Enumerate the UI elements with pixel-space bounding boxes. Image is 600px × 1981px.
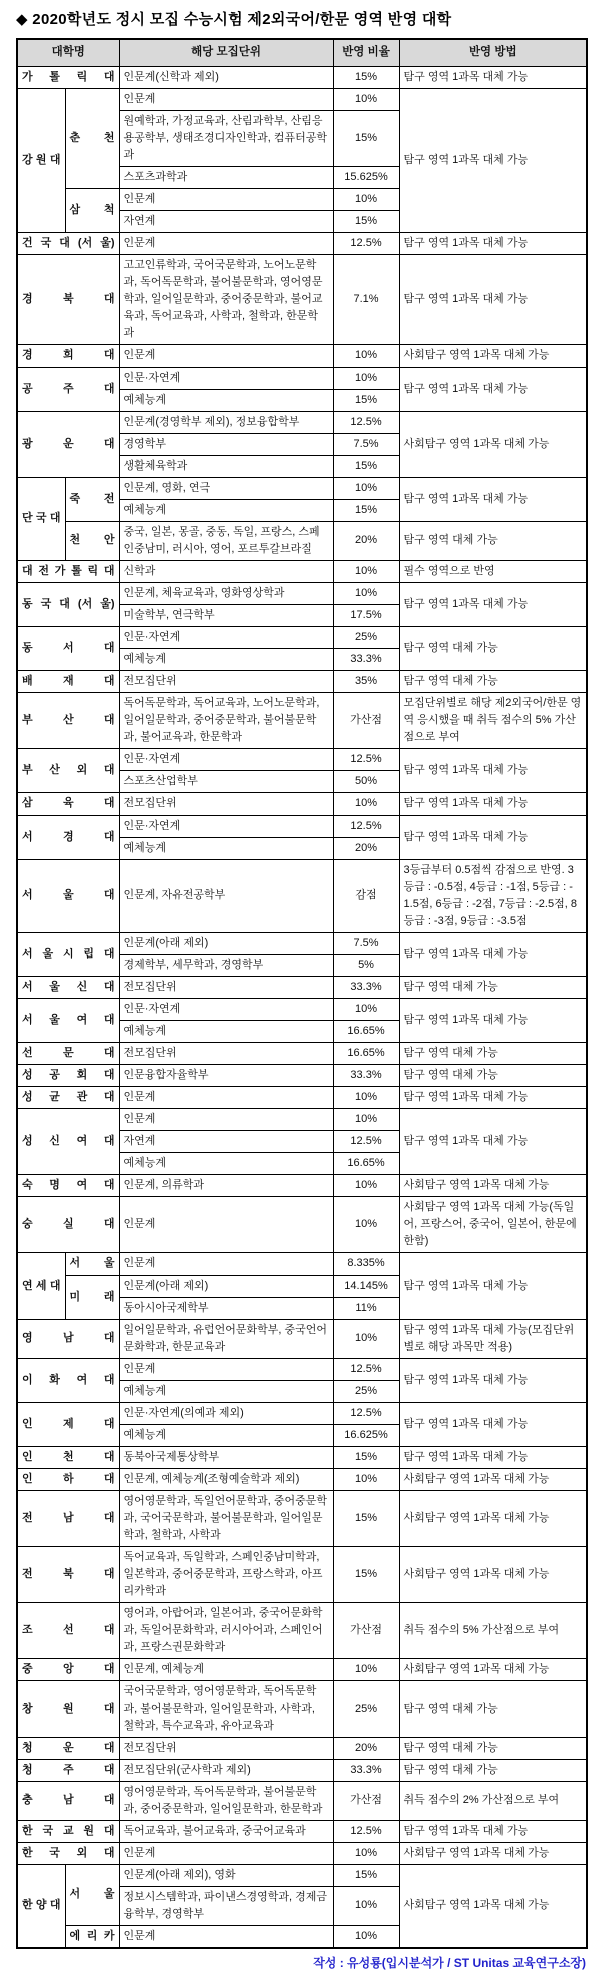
university-name-cell: 부 산 외 대 xyxy=(17,749,119,793)
recruitment-unit-cell: 인문계 xyxy=(119,1926,333,1949)
ratio-cell: 가산점 xyxy=(333,693,399,749)
recruitment-unit-cell: 인문계 xyxy=(119,1358,333,1380)
recruitment-unit-cell: 인문계, 영화, 연극 xyxy=(119,477,333,499)
method-cell: 사회탐구 영역 1과목 대체 가능 xyxy=(399,1659,587,1681)
ratio-cell: 10% xyxy=(333,1886,399,1925)
university-name-cell: 동 서 대 xyxy=(17,627,119,671)
table-row xyxy=(17,1781,587,1820)
table-row xyxy=(17,976,587,998)
recruitment-unit-cell: 인문계(경영학부 제외), 정보융합학부 xyxy=(119,411,333,433)
university-name-cell: 이 화 여 대 xyxy=(17,1358,119,1402)
table-row xyxy=(17,477,587,499)
method-cell: 사회탐구 영역 1과목 대체 가능 xyxy=(399,1175,587,1197)
recruitment-unit-cell: 인문계 xyxy=(119,345,333,367)
table-row xyxy=(17,345,587,367)
recruitment-unit-cell: 인문계 xyxy=(119,1087,333,1109)
ratio-cell: 15% xyxy=(333,1446,399,1468)
campus-cell: 에 리 카 xyxy=(65,1926,119,1949)
column-header: 해당 모집단위 xyxy=(119,39,333,66)
table-row xyxy=(17,1087,587,1109)
recruitment-unit-cell: 인문·자연계 xyxy=(119,815,333,837)
table-row xyxy=(17,998,587,1020)
ratio-cell: 10% xyxy=(333,1468,399,1490)
ratio-cell: 10% xyxy=(333,1659,399,1681)
university-name-cell: 부 산 대 xyxy=(17,693,119,749)
university-name-cell: 중 앙 대 xyxy=(17,1659,119,1681)
table-row xyxy=(17,1681,587,1737)
ratio-cell: 12.5% xyxy=(333,1131,399,1153)
ratio-cell: 7.5% xyxy=(333,433,399,455)
recruitment-unit-cell: 인문·자연계 xyxy=(119,749,333,771)
method-cell: 사회탐구 영역 1과목 대체 가능 xyxy=(399,345,587,367)
table-row xyxy=(17,1547,587,1603)
recruitment-unit-cell: 자연계 xyxy=(119,1131,333,1153)
method-cell: 탐구 영역 1과목 대체 가능 xyxy=(399,1087,587,1109)
method-cell: 모집단위별로 해당 제2외국어/한문 영역 응시했을 때 취득 점수의 5% 가산점으로 부여 xyxy=(399,693,587,749)
recruitment-unit-cell: 전모집단위(군사학과 제외) xyxy=(119,1759,333,1781)
table-row xyxy=(17,233,587,255)
table-row xyxy=(17,815,587,837)
university-name-cell: 서 울 여 대 xyxy=(17,998,119,1042)
ratio-cell: 25% xyxy=(333,1380,399,1402)
recruitment-unit-cell: 인문계, 의류학과 xyxy=(119,1175,333,1197)
ratio-cell: 16.625% xyxy=(333,1424,399,1446)
recruitment-unit-cell: 인문계 xyxy=(119,88,333,110)
university-name-cell: 강 원 대 xyxy=(17,88,65,232)
university-name-cell: 성 신 여 대 xyxy=(17,1109,119,1175)
ratio-cell: 10% xyxy=(333,367,399,389)
ratio-cell: 33.3% xyxy=(333,976,399,998)
recruitment-unit-cell: 인문계, 예체능계(조형예술학과 제외) xyxy=(119,1468,333,1490)
ratio-cell: 10% xyxy=(333,189,399,211)
ratio-cell: 33.3% xyxy=(333,1759,399,1781)
recruitment-unit-cell: 인문계(신학과 제외) xyxy=(119,66,333,88)
ratio-cell: 10% xyxy=(333,1926,399,1949)
table-row xyxy=(17,367,587,389)
table-row xyxy=(17,749,587,771)
table-row xyxy=(17,1759,587,1781)
recruitment-unit-cell: 영어과, 아랍어과, 일본어과, 중국어문화학과, 독일어문화학과, 러시아어과, 스페인어과, 프랑스권문화학과 xyxy=(119,1603,333,1659)
recruitment-unit-cell: 동아시아국제학부 xyxy=(119,1297,333,1319)
university-name-cell: 서 울 시 립 대 xyxy=(17,932,119,976)
method-cell: 취득 점수의 2% 가산점으로 부여 xyxy=(399,1781,587,1820)
recruitment-unit-cell: 인문계, 자유전공학부 xyxy=(119,859,333,932)
method-cell: 탐구 영역 1과목 대체 가능 xyxy=(399,1109,587,1175)
university-name-cell: 한 양 대 xyxy=(17,1864,65,1948)
ratio-cell: 12.5% xyxy=(333,815,399,837)
ratio-cell: 10% xyxy=(333,1175,399,1197)
ratio-cell: 7.5% xyxy=(333,932,399,954)
university-name-cell: 숭 실 대 xyxy=(17,1197,119,1253)
ratio-cell: 15.625% xyxy=(333,167,399,189)
campus-cell: 춘 천 xyxy=(65,88,119,188)
ratio-cell: 12.5% xyxy=(333,749,399,771)
table-row xyxy=(17,693,587,749)
recruitment-unit-cell: 인문계 xyxy=(119,233,333,255)
university-name-cell: 경 북 대 xyxy=(17,255,119,345)
campus-cell: 미 래 xyxy=(65,1275,119,1319)
university-name-cell: 가 톨 릭 대 xyxy=(17,66,119,88)
table-row xyxy=(17,1842,587,1864)
table-row xyxy=(17,255,587,345)
table-row xyxy=(17,1253,587,1275)
method-cell: 3등급부터 0.5점씩 감점으로 반영. 3등급 : -0.5점, 4등급 : -1점, 5등급 : -1.5점, 6등급 : -2점, 7등급 : -2.5점, 8등급 : -3점, 9등급 : -3.5점 xyxy=(399,859,587,932)
table-row xyxy=(17,1603,587,1659)
table-row xyxy=(17,560,587,582)
ratio-cell: 15% xyxy=(333,1864,399,1886)
method-cell: 탐구 영역 1과목 대체 가능 xyxy=(399,1402,587,1446)
recruitment-unit-cell: 인문계(아래 제외) xyxy=(119,1275,333,1297)
ratio-cell: 8.335% xyxy=(333,1253,399,1275)
university-name-cell: 한 국 외 대 xyxy=(17,1842,119,1864)
campus-cell: 서 울 xyxy=(65,1253,119,1275)
method-cell: 사회탐구 영역 1과목 대체 가능 xyxy=(399,411,587,477)
method-cell: 탐구 영역 1과목 대체 가능 xyxy=(399,233,587,255)
ratio-cell: 10% xyxy=(333,1842,399,1864)
method-cell: 탐구 영역 1과목 대체 가능(모집단위별로 해당 과목만 적용) xyxy=(399,1319,587,1358)
method-cell: 탐구 영역 1과목 대체 가능 xyxy=(399,793,587,815)
recruitment-unit-cell: 예체능계 xyxy=(119,1020,333,1042)
university-name-cell: 대 전 가 톨 릭 대 xyxy=(17,560,119,582)
ratio-cell: 12.5% xyxy=(333,411,399,433)
table-row xyxy=(17,1864,587,1886)
university-name-cell: 충 남 대 xyxy=(17,1781,119,1820)
university-name-cell: 성 공 회 대 xyxy=(17,1065,119,1087)
university-name-cell: 삼 육 대 xyxy=(17,793,119,815)
recruitment-unit-cell: 예체능계 xyxy=(119,499,333,521)
ratio-cell: 14.145% xyxy=(333,1275,399,1297)
ratio-cell: 16.65% xyxy=(333,1153,399,1175)
recruitment-unit-cell: 생활체육학과 xyxy=(119,455,333,477)
method-cell: 사회탐구 영역 1과목 대체 가능(독일어, 프랑스어, 중국어, 일본어, 한문에 한함) xyxy=(399,1197,587,1253)
university-name-cell: 단 국 대 xyxy=(17,477,65,560)
ratio-cell: 12.5% xyxy=(333,1402,399,1424)
recruitment-unit-cell: 인문계, 체육교육과, 영화영상학과 xyxy=(119,582,333,604)
university-name-cell: 건 국 대 (서 울) xyxy=(17,233,119,255)
method-cell: 탐구 영역 1과목 대체 가능 xyxy=(399,998,587,1042)
university-name-cell: 서 울 대 xyxy=(17,859,119,932)
ratio-cell: 33.3% xyxy=(333,649,399,671)
method-cell: 탐구 영역 대체 가능 xyxy=(399,1043,587,1065)
method-cell: 탐구 영역 대체 가능 xyxy=(399,1737,587,1759)
ratio-cell: 15% xyxy=(333,455,399,477)
recruitment-unit-cell: 예체능계 xyxy=(119,1153,333,1175)
method-cell: 탐구 영역 1과목 대체 가능 xyxy=(399,477,587,521)
recruitment-unit-cell: 인문·자연계 xyxy=(119,998,333,1020)
ratio-cell: 20% xyxy=(333,1737,399,1759)
ratio-cell: 10% xyxy=(333,1319,399,1358)
table-body xyxy=(17,66,587,1948)
recruitment-unit-cell: 고고인류학과, 국어국문학과, 노어노문학과, 독어독문학과, 불어불문학과, 영어영문학과, 일어일문학과, 중어중문학과, 불어교육과, 독어교육과, 사학과, 철학과, 한문학과 xyxy=(119,255,333,345)
ratio-cell: 10% xyxy=(333,1197,399,1253)
ratio-cell: 25% xyxy=(333,1681,399,1737)
recruitment-unit-cell: 인문계 xyxy=(119,1197,333,1253)
ratio-cell: 10% xyxy=(333,582,399,604)
table-row xyxy=(17,88,587,110)
university-name-cell: 서 울 신 대 xyxy=(17,976,119,998)
university-name-cell: 선 문 대 xyxy=(17,1043,119,1065)
table-row xyxy=(17,1402,587,1424)
footer-credit: 작성 : 유성룡(입시분석가 / ST Unitas 교육연구소장) xyxy=(313,1956,586,1971)
recruitment-unit-cell: 독어독문학과, 독어교육과, 노어노문학과, 일어일문학과, 중어중문학과, 불어불문학과, 불어교육과, 한문학과 xyxy=(119,693,333,749)
ratio-cell: 15% xyxy=(333,110,399,166)
table-row xyxy=(17,671,587,693)
university-name-cell: 전 북 대 xyxy=(17,1547,119,1603)
recruitment-unit-cell: 인문계 xyxy=(119,189,333,211)
university-name-cell: 경 희 대 xyxy=(17,345,119,367)
method-cell: 탐구 영역 대체 가능 xyxy=(399,627,587,671)
method-cell: 탐구 영역 1과목 대체 가능 xyxy=(399,815,587,859)
recruitment-unit-cell: 예체능계 xyxy=(119,389,333,411)
university-name-cell: 인 제 대 xyxy=(17,1402,119,1446)
university-name-cell: 배 재 대 xyxy=(17,671,119,693)
recruitment-unit-cell: 인문계 xyxy=(119,1253,333,1275)
recruitment-unit-cell: 인문계, 예체능계 xyxy=(119,1659,333,1681)
ratio-cell: 12.5% xyxy=(333,233,399,255)
recruitment-unit-cell: 스포츠과학과 xyxy=(119,167,333,189)
method-cell: 필수 영역으로 반영 xyxy=(399,560,587,582)
recruitment-unit-cell: 독어교육과, 불어교육과, 중국어교육과 xyxy=(119,1820,333,1842)
recruitment-unit-cell: 인문계 xyxy=(119,1842,333,1864)
university-name-cell: 숙 명 여 대 xyxy=(17,1175,119,1197)
method-cell: 탐구 영역 대체 가능 xyxy=(399,976,587,998)
ratio-cell: 5% xyxy=(333,954,399,976)
ratio-cell: 10% xyxy=(333,88,399,110)
campus-cell: 서 울 xyxy=(65,1864,119,1925)
table-row xyxy=(17,1109,587,1131)
ratio-cell: 15% xyxy=(333,1491,399,1547)
method-cell: 탐구 영역 1과목 대체 가능 xyxy=(399,1820,587,1842)
table-row xyxy=(17,1043,587,1065)
recruitment-unit-cell: 경제학부, 세무학과, 경영학부 xyxy=(119,954,333,976)
ratio-cell: 25% xyxy=(333,627,399,649)
recruitment-unit-cell: 원예학과, 가정교육과, 산림과학부, 산림응용공학부, 생태조경디자인학과, 컴퓨터공학과 xyxy=(119,110,333,166)
recruitment-unit-cell: 영어영문학과, 독어독문학과, 불어불문학과, 중어중문학과, 일어일문학과, 한문학과 xyxy=(119,1781,333,1820)
column-header: 반영 비율 xyxy=(333,39,399,66)
university-name-cell: 청 주 대 xyxy=(17,1759,119,1781)
university-name-cell: 공 주 대 xyxy=(17,367,119,411)
ratio-cell: 16.65% xyxy=(333,1043,399,1065)
recruitment-unit-cell: 독어교육과, 독일학과, 스페인중남미학과, 일본학과, 중어중문학과, 프랑스학과, 아프리카학과 xyxy=(119,1547,333,1603)
table-row xyxy=(17,859,587,932)
ratio-cell: 10% xyxy=(333,345,399,367)
method-cell: 취득 점수의 5% 가산점으로 부여 xyxy=(399,1603,587,1659)
campus-cell: 삼 척 xyxy=(65,189,119,233)
recruitment-unit-cell: 인문계(아래 제외) xyxy=(119,932,333,954)
table-row xyxy=(17,582,587,604)
recruitment-unit-cell: 전모집단위 xyxy=(119,976,333,998)
ratio-cell: 15% xyxy=(333,66,399,88)
recruitment-unit-cell: 미술학부, 연극학부 xyxy=(119,605,333,627)
ratio-cell: 15% xyxy=(333,499,399,521)
table-row xyxy=(17,66,587,88)
table-row xyxy=(17,1659,587,1681)
ratio-cell: 15% xyxy=(333,211,399,233)
recruitment-unit-cell: 일어일문학과, 유럽언어문화학부, 중국언어문화학과, 한문교육과 xyxy=(119,1319,333,1358)
recruitment-unit-cell: 경영학부 xyxy=(119,433,333,455)
university-name-cell: 광 운 대 xyxy=(17,411,119,477)
admission-table xyxy=(16,38,588,1949)
method-cell: 사회탐구 영역 1과목 대체 가능 xyxy=(399,1491,587,1547)
table-row xyxy=(17,1358,587,1380)
ratio-cell: 17.5% xyxy=(333,605,399,627)
university-name-cell: 성 균 관 대 xyxy=(17,1087,119,1109)
ratio-cell: 20% xyxy=(333,837,399,859)
recruitment-unit-cell: 전모집단위 xyxy=(119,1043,333,1065)
table-header-row xyxy=(17,39,587,66)
ratio-cell: 12.5% xyxy=(333,1358,399,1380)
table-row xyxy=(17,1468,587,1490)
recruitment-unit-cell: 스포츠산업학부 xyxy=(119,771,333,793)
ratio-cell: 12.5% xyxy=(333,1820,399,1842)
recruitment-unit-cell: 국어국문학과, 영어영문학과, 독어독문학과, 불어불문학과, 일어일문학과, 사학과, 철학과, 특수교육과, 유아교육과 xyxy=(119,1681,333,1737)
column-header: 반영 방법 xyxy=(399,39,587,66)
ratio-cell: 10% xyxy=(333,477,399,499)
ratio-cell: 가산점 xyxy=(333,1603,399,1659)
method-cell: 사회탐구 영역 1과목 대체 가능 xyxy=(399,1547,587,1603)
university-name-cell: 청 운 대 xyxy=(17,1737,119,1759)
recruitment-unit-cell: 예체능계 xyxy=(119,1424,333,1446)
ratio-cell: 10% xyxy=(333,560,399,582)
method-cell: 탐구 영역 1과목 대체 가능 xyxy=(399,255,587,345)
recruitment-unit-cell: 인문융합자율학부 xyxy=(119,1065,333,1087)
table-row xyxy=(17,932,587,954)
table-row xyxy=(17,411,587,433)
method-cell: 탐구 영역 대체 가능 xyxy=(399,671,587,693)
university-name-cell: 동 국 대 (서 울) xyxy=(17,582,119,626)
ratio-cell: 16.65% xyxy=(333,1020,399,1042)
ratio-cell: 15% xyxy=(333,389,399,411)
recruitment-unit-cell: 자연계 xyxy=(119,211,333,233)
method-cell: 탐구 영역 1과목 대체 가능 xyxy=(399,749,587,793)
university-name-cell: 한 국 교 원 대 xyxy=(17,1820,119,1842)
recruitment-unit-cell: 인문·자연계(의예과 제외) xyxy=(119,1402,333,1424)
recruitment-unit-cell: 인문계(아래 제외), 영화 xyxy=(119,1864,333,1886)
ratio-cell: 10% xyxy=(333,1087,399,1109)
method-cell: 사회탐구 영역 1과목 대체 가능 xyxy=(399,1842,587,1864)
recruitment-unit-cell: 영어영문학과, 독일언어문학과, 중어중문학과, 국어국문학과, 불어불문학과, 일어일문학과, 철학과, 사학과 xyxy=(119,1491,333,1547)
table-row xyxy=(17,627,587,649)
table-row xyxy=(17,1197,587,1253)
method-cell: 탐구 영역 1과목 대체 가능 xyxy=(399,1358,587,1402)
table-row xyxy=(17,1446,587,1468)
method-cell: 탐구 영역 대체 가능 xyxy=(399,521,587,560)
university-name-cell: 조 선 대 xyxy=(17,1603,119,1659)
table-row xyxy=(17,1319,587,1358)
table-row xyxy=(17,1065,587,1087)
campus-cell: 죽 전 xyxy=(65,477,119,521)
ratio-cell: 7.1% xyxy=(333,255,399,345)
method-cell: 사회탐구 영역 1과목 대체 가능 xyxy=(399,1864,587,1948)
university-name-cell: 영 남 대 xyxy=(17,1319,119,1358)
method-cell: 사회탐구 영역 1과목 대체 가능 xyxy=(399,1468,587,1490)
recruitment-unit-cell: 중국, 일본, 몽골, 중동, 독일, 프랑스, 스페인중남미, 러시아, 영어, 포르투갈브라질 xyxy=(119,521,333,560)
ratio-cell: 15% xyxy=(333,1547,399,1603)
method-cell: 탐구 영역 대체 가능 xyxy=(399,1681,587,1737)
recruitment-unit-cell: 인문·자연계 xyxy=(119,627,333,649)
table-row xyxy=(17,521,587,560)
method-cell: 탐구 영역 1과목 대체 가능 xyxy=(399,367,587,411)
table-row xyxy=(17,1737,587,1759)
university-name-cell: 인 천 대 xyxy=(17,1446,119,1468)
recruitment-unit-cell: 전모집단위 xyxy=(119,671,333,693)
ratio-cell: 감점 xyxy=(333,859,399,932)
university-name-cell: 연 세 대 xyxy=(17,1253,65,1319)
method-cell: 탐구 영역 1과목 대체 가능 xyxy=(399,66,587,88)
table-row xyxy=(17,1175,587,1197)
recruitment-unit-cell: 전모집단위 xyxy=(119,1737,333,1759)
ratio-cell: 10% xyxy=(333,793,399,815)
ratio-cell: 11% xyxy=(333,1297,399,1319)
ratio-cell: 35% xyxy=(333,671,399,693)
recruitment-unit-cell: 신학과 xyxy=(119,560,333,582)
recruitment-unit-cell: 인문계 xyxy=(119,1109,333,1131)
method-cell: 탐구 영역 1과목 대체 가능 xyxy=(399,1446,587,1468)
ratio-cell: 20% xyxy=(333,521,399,560)
university-name-cell: 인 하 대 xyxy=(17,1468,119,1490)
recruitment-unit-cell: 예체능계 xyxy=(119,1380,333,1402)
ratio-cell: 33.3% xyxy=(333,1065,399,1087)
method-cell: 탐구 영역 1과목 대체 가능 xyxy=(399,88,587,232)
page-title: ◆ 2020학년도 정시 모집 수능시험 제2외국어/한문 영역 반영 대학 xyxy=(16,11,452,28)
method-cell: 탐구 영역 대체 가능 xyxy=(399,1065,587,1087)
table-row xyxy=(17,1491,587,1547)
method-cell: 탐구 영역 1과목 대체 가능 xyxy=(399,932,587,976)
recruitment-unit-cell: 인문·자연계 xyxy=(119,367,333,389)
campus-cell: 천 안 xyxy=(65,521,119,560)
university-name-cell: 전 남 대 xyxy=(17,1491,119,1547)
recruitment-unit-cell: 정보시스템학과, 파이낸스경영학과, 경제금융학부, 경영학부 xyxy=(119,1886,333,1925)
method-cell: 탐구 영역 1과목 대체 가능 xyxy=(399,1253,587,1319)
university-name-cell: 서 경 대 xyxy=(17,815,119,859)
column-header: 대학명 xyxy=(17,39,119,66)
recruitment-unit-cell: 예체능계 xyxy=(119,837,333,859)
recruitment-unit-cell: 전모집단위 xyxy=(119,793,333,815)
recruitment-unit-cell: 동북아국제통상학부 xyxy=(119,1446,333,1468)
ratio-cell: 10% xyxy=(333,1109,399,1131)
table-row xyxy=(17,793,587,815)
ratio-cell: 50% xyxy=(333,771,399,793)
ratio-cell: 가산점 xyxy=(333,1781,399,1820)
method-cell: 탐구 영역 대체 가능 xyxy=(399,1759,587,1781)
table-row xyxy=(17,1820,587,1842)
recruitment-unit-cell: 예체능계 xyxy=(119,649,333,671)
university-name-cell: 창 원 대 xyxy=(17,1681,119,1737)
method-cell: 탐구 영역 1과목 대체 가능 xyxy=(399,582,587,626)
ratio-cell: 10% xyxy=(333,998,399,1020)
